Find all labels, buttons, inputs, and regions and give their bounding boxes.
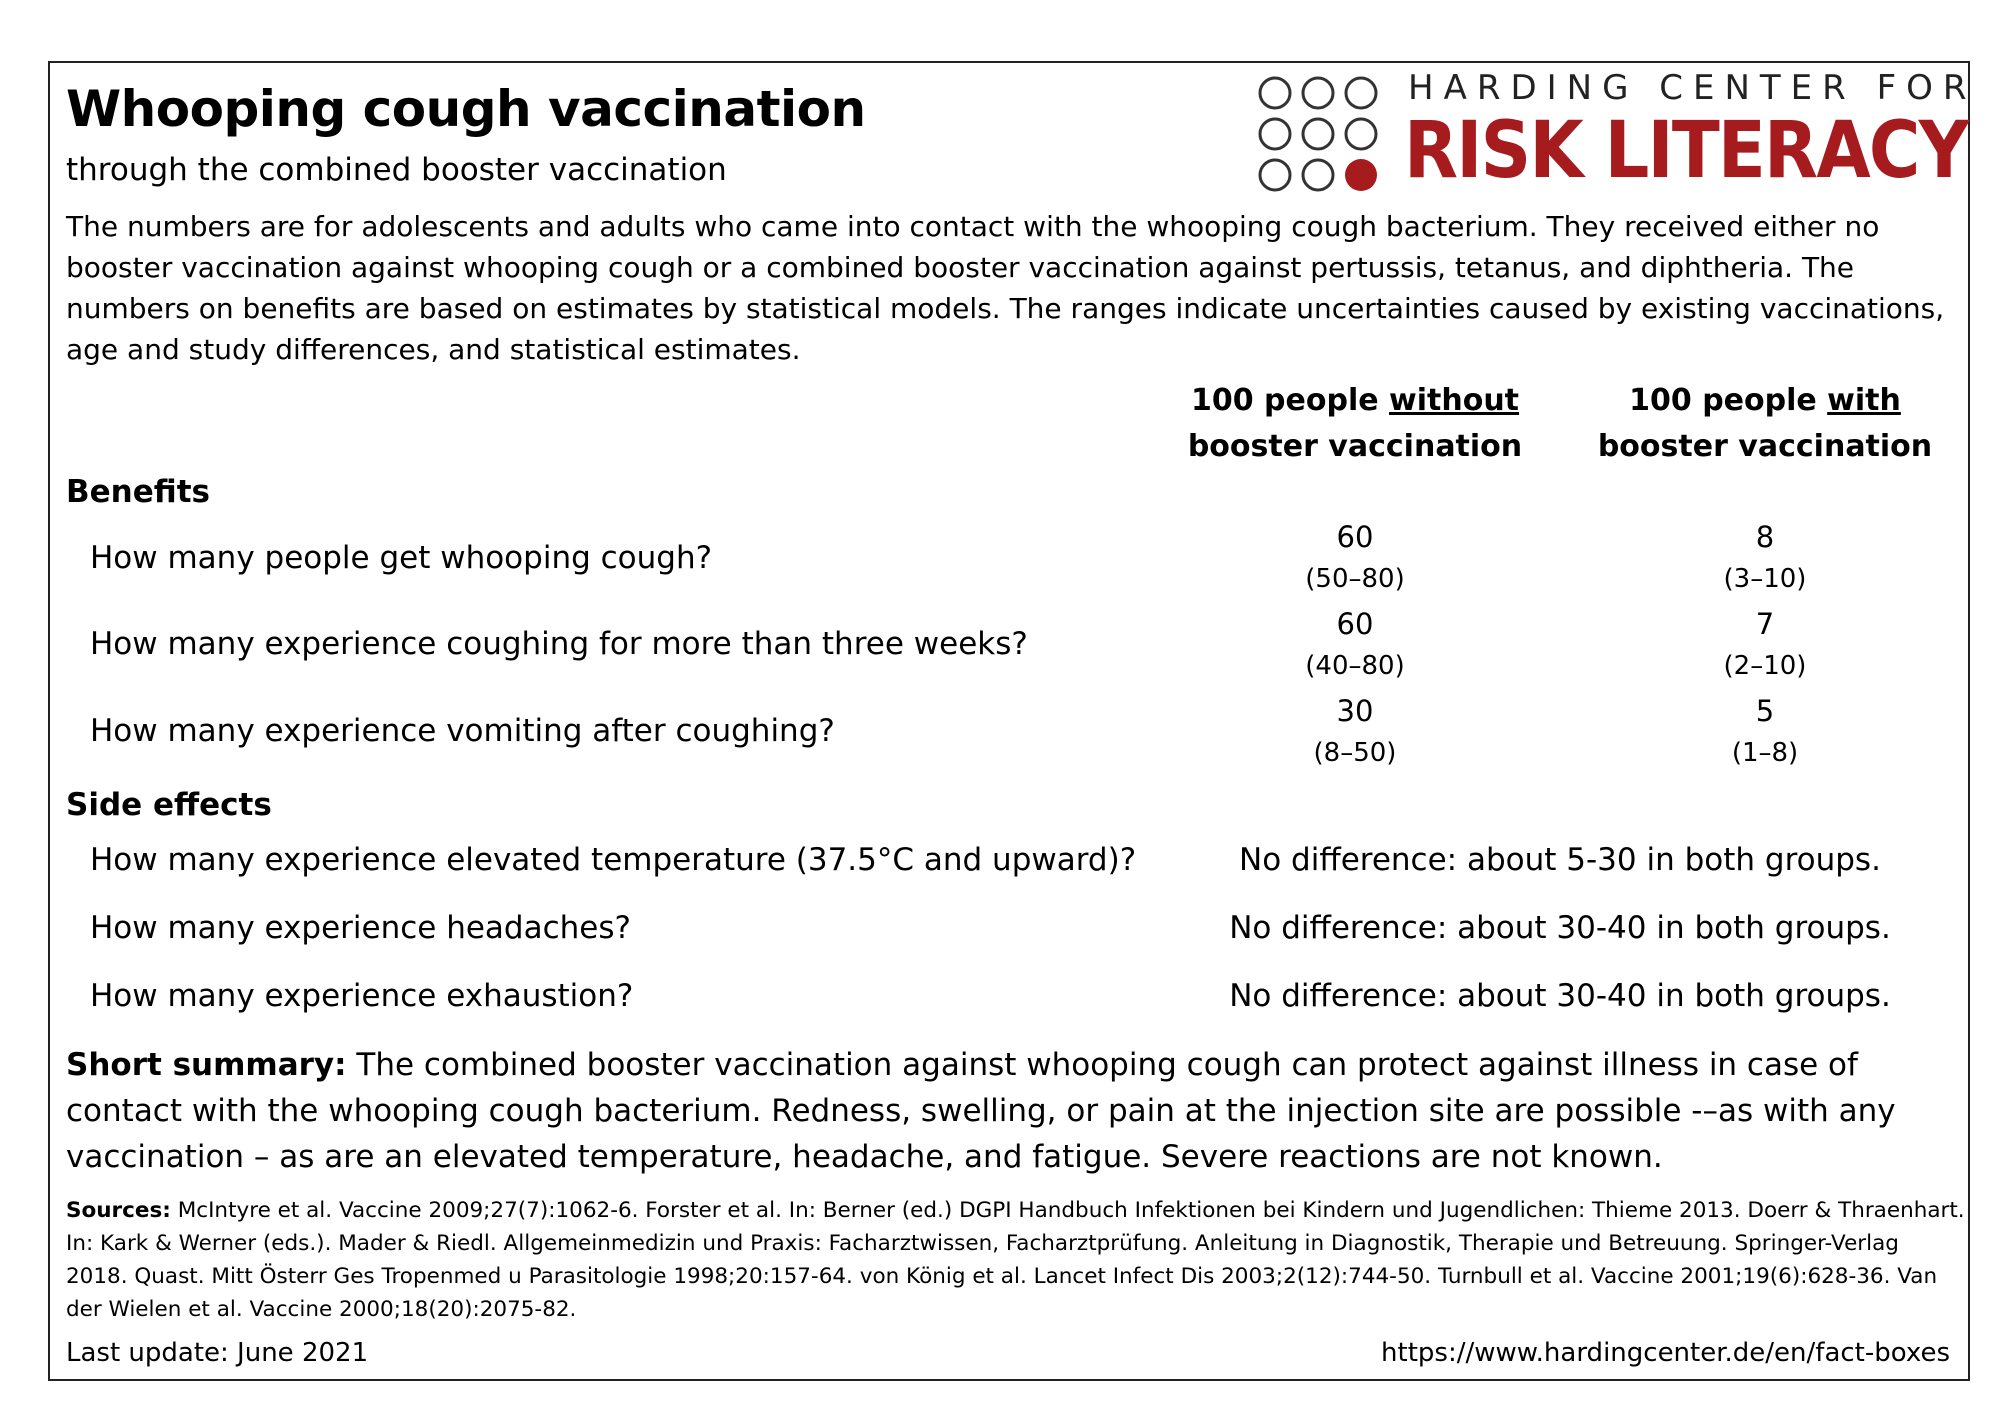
page-title: Whooping cough vaccination — [66, 80, 866, 138]
side-effect-result-2: No difference: about 30-40 in both groups. — [1229, 910, 1891, 946]
benefits-heading: Benefits — [66, 474, 210, 510]
side-effect-question-3: How many experience exhaustion? — [90, 978, 634, 1014]
side-effect-result-1: No difference: about 5-30 in both groups. — [1239, 842, 1881, 878]
column-header-without: 100 people without booster vaccination — [1187, 383, 1523, 464]
logo-main-text: RISK LITERACY — [1404, 106, 1968, 196]
benefit-2-without: 60 (40–80) — [1305, 607, 1405, 681]
summary-text: The combined booster vaccination against whooping cough can protect against illness in case of contact with the whooping cough bacterium. Redness, swelling, or pain at the injection site are possible -–as with any vaccination – as are an elevated temperature, headache, and fatigue. Severe reactions are not known. — [66, 1047, 1896, 1175]
short-summary — [66, 1042, 1966, 1180]
logo-top-text: HARDING CENTER FOR — [1408, 68, 1977, 108]
sources-text: McIntyre et al. Vaccine 2009;27(7):1062-6. Forster et al. In: Berner (ed.) DGPI Handbuch Infektionen bei Kindern und Jugendlichen: Thieme 2013. Doerr & Thraenhart. In: Kark & Werner (eds.). Mader & Riedl. Allgemeinmedizin und Praxis: Facharztwissen, Facharztprüfung. Anleitung in Diagnostik, Therapie und Betreuung. Springer-Verlag 2018. Quast. Mitt Österr Ges Tropenmed u Parasitologie 1998;20:157-64. von König et al. Lancet Infect Dis 2003;2(12):744-50. Turnbull et al. Vaccine 2001;19(6):628-36. Van der Wielen et al. Vaccine 2000;18(20):2075-82. — [66, 1198, 1965, 1322]
benefit-question-2: How many experience coughing for more than three weeks? — [90, 626, 1028, 662]
intro-paragraph: The numbers are for adolescents and adults who came into contact with the whooping cough bacterium. They received either no booster vaccination against whooping cough or a combined booster vaccination against pertussis, tetanus, and diphtheria. The numbers on benefits are based on estimates by statistical models. The ranges indicate uncertainties caused by existing vaccinations, age and study differences, and statistical estimates. — [66, 210, 1945, 366]
last-update: Last update: June 2021 — [66, 1338, 369, 1368]
page-subtitle: through the combined booster vaccination — [66, 152, 727, 188]
side-effect-result-3: No difference: about 30-40 in both groups. — [1229, 978, 1891, 1014]
side-effect-question-2: How many experience headaches? — [90, 910, 631, 946]
fact-box-url: https://www.hardingcenter.de/en/fact-boxes — [1381, 1338, 1950, 1368]
benefit-2-with: 7 (2–10) — [1723, 607, 1807, 681]
benefit-3-with: 5 (1–8) — [1731, 694, 1799, 768]
benefit-question-1: How many people get whooping cough? — [90, 540, 713, 576]
sources — [66, 1194, 1966, 1326]
benefit-question-3: How many experience vomiting after coughing? — [90, 713, 835, 749]
sources-label: Sources: — [66, 1198, 171, 1223]
side-effects-heading: Side effects — [66, 787, 272, 823]
benefit-1-without: 60 (50–80) — [1305, 520, 1405, 594]
logo-circles-icon — [1256, 74, 1396, 194]
column-header-with: 100 people with booster vaccination — [1597, 383, 1933, 464]
summary-label: Short summary: — [66, 1047, 347, 1083]
side-effect-question-1: How many experience elevated temperature (37.5°C and upward)? — [90, 842, 1137, 878]
benefit-1-with: 8 (3–10) — [1723, 520, 1807, 594]
benefit-3-without: 30 (8–50) — [1313, 694, 1397, 768]
